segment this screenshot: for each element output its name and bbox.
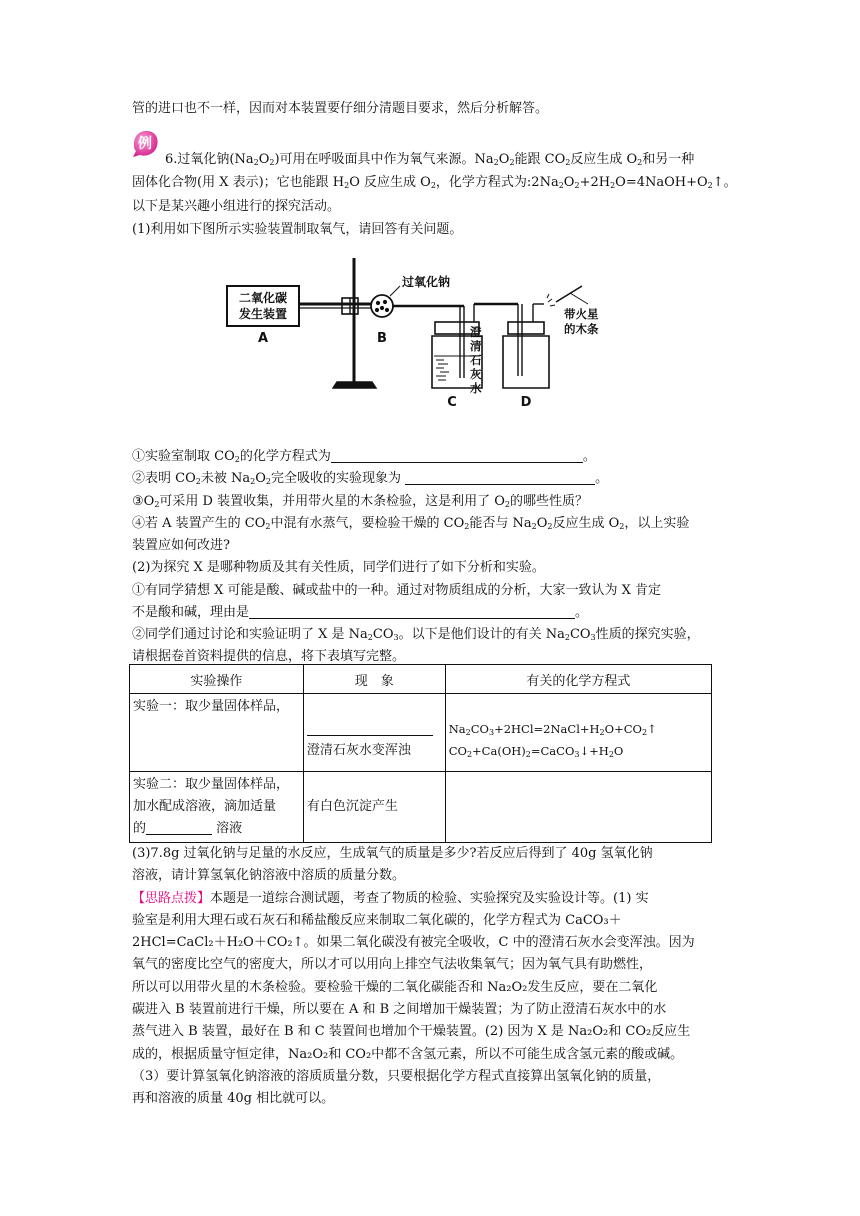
answer-blank-2[interactable] (405, 470, 595, 485)
splint-label-line2: 的木条 (564, 322, 599, 336)
header-equation: 有关的化学方程式 (445, 665, 711, 694)
question-line-1: 6.过氧化钠$(Na_2O_2)$可用在呼吸面具中作为氧气来源。$Na_2O_2$能跟 $CO_2$反应生成 $O_2$和另一种 (165, 152, 695, 167)
row2-operation: 实验二：取少量固体样品， 加水配成溶液，滴加适量 的 溶液 (130, 772, 304, 843)
analysis-line-10: 再和溶液的质量 40g 相比就可以。 (132, 1091, 335, 1106)
analysis-label: 【思路点拨】 (132, 891, 211, 906)
limewater-char-3: 石 (470, 353, 482, 367)
label-c: C (447, 395, 457, 408)
splint-label-line1: 带火星 (564, 307, 599, 321)
q2-item-1-line2: 不是酸和碱，理由是 。 (132, 605, 589, 620)
label-b: B (377, 331, 387, 346)
row2-phenomenon: 有白色沉淀产生 (303, 772, 445, 843)
label-na2o2: 过氧化钠 (402, 275, 451, 289)
q2-item-1-line1: ①有同学猜想 X 可能是酸、碱或盐中的一种。通过对物质组成的分析，大家一致认为 X 肯定 (132, 583, 662, 598)
experiment-table (129, 664, 712, 843)
analysis-line-1: 【思路点拨】本题是一道综合测试题，考查了物质的检验、实验探究及实验设计等。(1) 实 (132, 891, 649, 906)
example-badge-icon (130, 128, 160, 158)
part1-prompt: (1)利用如下图所示实验装置制取氧气，请回答有关问题。 (132, 222, 463, 237)
table-row (130, 694, 712, 772)
q2-item-2-line2: 请根据卷首资料提供的信息，将下表填写完整。 (132, 649, 406, 664)
analysis-line-7: 蒸气进入 B 装置，最好在 B 和 C 装置间也增加个干燥装置。(2) 因为 X 是 Na₂O₂和 CO₂反应生 (132, 1024, 691, 1039)
intro-line: 管的进口也不一样，因而对本装置要仔细分清题目要求，然后分析解答。 (132, 101, 549, 116)
question-line-3: 以下是某兴趣小组进行的探究活动。 (132, 199, 341, 214)
box-label-line1: 二氧化碳 (238, 291, 288, 305)
header-phenomenon: 现 象 (303, 665, 445, 694)
limewater-char-5: 水 (470, 381, 482, 395)
q2-item-2-line1: ②同学们通过讨论和实验证明了 X 是 $Na_2CO_3$。以下是他们设计的有关 $Na_2CO_3$性质的探究实验， (132, 627, 700, 642)
q1-item-3: $③O_2$可采用 D 装置收集，并用带火星的木条检验，这是利用了 $O_2$的哪些性质？ (132, 494, 588, 509)
row1-phenomenon: 澄清石灰水变浑浊 (303, 694, 445, 772)
analysis-line-6: 碳进入 B 装置前进行干燥，所以要在 A 和 B 之间增加干燥装置；为了防止澄清石灰水中的水 (132, 1002, 667, 1017)
apparatus-diagram (222, 258, 632, 408)
q3-line1: (3)7.8g 过氧化钠与足量的水反应，生成氧气的质量是多少?若反应后得到了 40g 氢氧化钠 (132, 846, 653, 861)
box-label-line2: 发生装置 (238, 307, 288, 321)
q1-item-1: ①实验室制取 $CO_2$的化学方程式为 。 (132, 449, 596, 464)
limewater-char-2: 清 (470, 339, 482, 353)
answer-blank-5[interactable] (146, 820, 212, 835)
question-line-2: 固体化合物(用 X 表示)；它也能跟 $H_2O$ 反应生成 $O_2$，化学方程式为$:2Na_2O_2+2H_2O=4NaOH+O_2↑$。 (132, 175, 737, 190)
table-header-row (130, 665, 712, 694)
badge-char: 例 (138, 136, 152, 152)
q2-intro: (2)为探究 X 是哪种物质及其有关性质，同学们进行了如下分析和实验。 (132, 560, 545, 575)
answer-blank-4[interactable] (307, 720, 433, 736)
analysis-line-3: 2HCl=CaCl₂＋H₂O＋CO₂↑。如果二氧化碳没有被完全吸收，C 中的澄清石灰水会变浑浊。因为 (132, 935, 695, 950)
limewater-char-1: 澄 (470, 325, 482, 339)
analysis-line-5: 所以可以用带火星的木条检验。要检验干燥的二氧化碳能否和 Na₂O₂发生反应，要在二氧化 (132, 980, 658, 995)
answer-blank-1[interactable] (331, 448, 583, 463)
analysis-line-2: 验室是利用大理石或石灰石和稀盐酸反应来制取二氧化碳的，化学方程式为 CaCO₃＋ (132, 913, 622, 928)
q1-item-4: ④若 A 装置产生的 $CO_2$中混有水蒸气，要检验干燥的 $CO_2$能否与 $Na_2O_2$反应生成 $O_2$，以上实验 (132, 516, 690, 531)
answer-blank-3[interactable] (249, 604, 575, 619)
header-operation: 实验操作 (130, 665, 304, 694)
analysis-line-4: 氧气的密度比空气的密度大，所以才可以用向上排空气法收集氧气；因为氧气具有助燃性， (132, 957, 653, 972)
row1-equations: $Na_2CO_3+2HCl=2NaCl+H_2O+CO_2↑$ $CO_2+Ca(OH)_2=CaCO_3↓+H_2O$ (445, 694, 711, 772)
row1-operation: 实验一：取少量固体样品， (130, 694, 304, 772)
analysis-line-9: （3）要计算氢氧化钠溶液的溶质质量分数，只要根据化学方程式直接算出氢氧化钠的质量， (132, 1069, 661, 1084)
label-d: D (520, 395, 532, 408)
q1-item-2: ②表明 $CO_2$未被 $Na_2O_2$完全吸收的实验现象为 。 (132, 471, 609, 486)
label-a: A (257, 331, 269, 346)
table-row (130, 772, 712, 843)
analysis-line-8: 成的，根据质量守恒定律，Na₂O₂和 CO₂中都不含氢元素，所以不可能生成含氢元素的酸或碱。 (132, 1047, 684, 1062)
row2-equation-blank[interactable] (445, 772, 711, 843)
q3-line2: 溶液，请计算氢氧化钠溶液中溶质的质量分数。 (132, 868, 406, 883)
q1-item-4-line2: 装置应如何改进? (132, 538, 230, 553)
limewater-char-4: 灰 (470, 367, 482, 381)
